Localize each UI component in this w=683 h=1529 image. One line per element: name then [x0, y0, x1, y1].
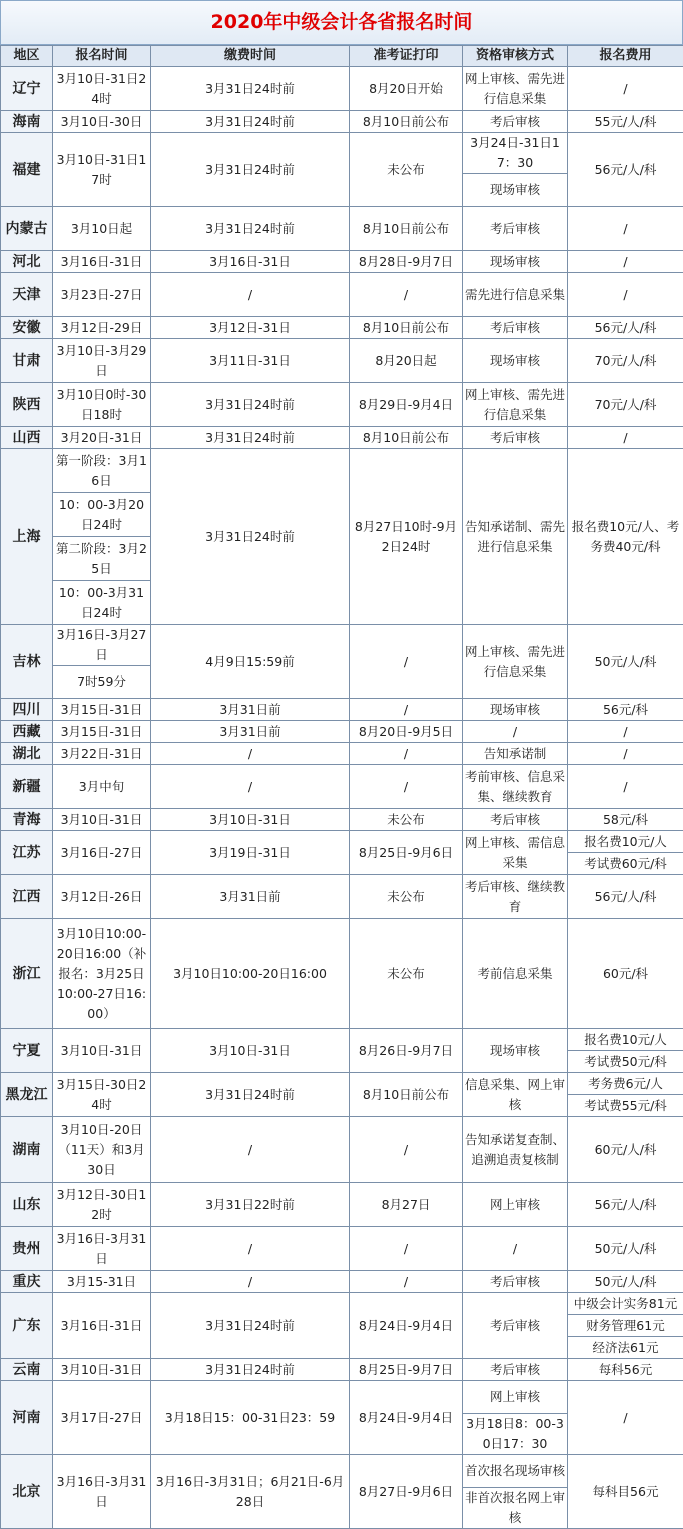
- cell-fee: 中级会计实务81元: [568, 1293, 683, 1315]
- cell-fee: 财务管理61元: [568, 1315, 683, 1337]
- cell-ticket: 8月29日-9月4日: [350, 383, 463, 427]
- cell-fee: 60元/人/科: [568, 1117, 683, 1183]
- table-row: [1, 1117, 683, 1183]
- table-row: [1, 1227, 683, 1271]
- cell-review: 考前审核、信息采集、继续教育: [463, 765, 568, 809]
- table-row: [1, 1293, 683, 1315]
- cell-region: 海南: [1, 111, 53, 133]
- cell-register: 3月16日-3月31日: [53, 1227, 151, 1271]
- registration-table: [0, 45, 683, 1529]
- cell-register: 3月22日-31日: [53, 743, 151, 765]
- cell-review: 告知承诺复查制、追溯追责复核制: [463, 1117, 568, 1183]
- cell-register: 3月10日-31日: [53, 809, 151, 831]
- cell-region: 四川: [1, 699, 53, 721]
- cell-review: 告知承诺制: [463, 743, 568, 765]
- cell-region: 北京: [1, 1455, 53, 1529]
- cell-fee: 50元/人/科: [568, 625, 683, 699]
- cell-payment: /: [151, 1117, 350, 1183]
- cell-region: 吉林: [1, 625, 53, 699]
- cell-ticket: 8月10日前公布: [350, 317, 463, 339]
- cell-register: 3月10日-3月29日: [53, 339, 151, 383]
- cell-review: /: [463, 1227, 568, 1271]
- cell-review: 需先进行信息采集: [463, 273, 568, 317]
- cell-payment: 3月16日-3月31日；6月21日-6月28日: [151, 1455, 350, 1529]
- cell-region: 江苏: [1, 831, 53, 875]
- cell-ticket: /: [350, 1117, 463, 1183]
- cell-fee: 报名费10元/人、考务费40元/科: [568, 449, 683, 625]
- cell-review: 网上审核: [463, 1381, 568, 1414]
- table-row: [1, 133, 683, 174]
- table-row: [1, 831, 683, 853]
- cell-ticket: 8月28日-9月7日: [350, 251, 463, 273]
- cell-review: 现场审核: [463, 339, 568, 383]
- cell-region: 重庆: [1, 1271, 53, 1293]
- cell-fee: 考务费6元/人: [568, 1073, 683, 1095]
- cell-region: 天津: [1, 273, 53, 317]
- cell-fee: /: [568, 273, 683, 317]
- cell-register: 3月10日10:00-20日16:00（补报名：3月25日10:00-27日16:00）: [53, 919, 151, 1029]
- cell-payment: 3月19日-31日: [151, 831, 350, 875]
- cell-fee: 55元/人/科: [568, 111, 683, 133]
- cell-payment: 3月31日前: [151, 699, 350, 721]
- table-row: [1, 273, 683, 317]
- cell-payment: 3月31日24时前: [151, 383, 350, 427]
- table-row: [1, 67, 683, 111]
- cell-fee: 70元/人/科: [568, 383, 683, 427]
- cell-payment: 3月12日-31日: [151, 317, 350, 339]
- cell-fee: 50元/人/科: [568, 1227, 683, 1271]
- cell-fee: 70元/人/科: [568, 339, 683, 383]
- table-row: [1, 449, 683, 493]
- cell-ticket: 8月20日开始: [350, 67, 463, 111]
- cell-region: 西藏: [1, 721, 53, 743]
- cell-region: 河北: [1, 251, 53, 273]
- table-row: [1, 765, 683, 809]
- cell-register: 3月12日-26日: [53, 875, 151, 919]
- table-row: [1, 339, 683, 383]
- cell-register: 3月10日-31日: [53, 1359, 151, 1381]
- cell-review: 信息采集、网上审核: [463, 1073, 568, 1117]
- header-review: 资格审核方式: [463, 46, 568, 67]
- cell-fee: /: [568, 765, 683, 809]
- cell-fee: 考试费55元/科: [568, 1095, 683, 1117]
- table-row: [1, 809, 683, 831]
- cell-register: 3月10日-20日（11天）和3月30日: [53, 1117, 151, 1183]
- cell-region: 河南: [1, 1381, 53, 1455]
- table-row: [1, 625, 683, 666]
- cell-review: 3月18日8：00-30日17：30: [463, 1414, 568, 1455]
- cell-register: 3月15-31日: [53, 1271, 151, 1293]
- cell-ticket: 未公布: [350, 919, 463, 1029]
- cell-region: 辽宁: [1, 67, 53, 111]
- table-row: [1, 1359, 683, 1381]
- cell-register: 3月16日-3月31日: [53, 1455, 151, 1529]
- cell-fee: 考试费50元/科: [568, 1051, 683, 1073]
- cell-review: 考前信息采集: [463, 919, 568, 1029]
- cell-register: 3月15日-30日24时: [53, 1073, 151, 1117]
- cell-fee: 经济法61元: [568, 1337, 683, 1359]
- cell-register: 10：00-3月20日24时: [53, 493, 151, 537]
- table-row: [1, 1455, 683, 1488]
- table-row: [1, 699, 683, 721]
- cell-review: /: [463, 721, 568, 743]
- table-row: [1, 427, 683, 449]
- table-row: [1, 1381, 683, 1414]
- cell-payment: 3月31日24时前: [151, 67, 350, 111]
- cell-register: 3月中旬: [53, 765, 151, 809]
- cell-payment: 3月16日-31日: [151, 251, 350, 273]
- cell-register: 3月12日-30日12时: [53, 1183, 151, 1227]
- cell-ticket: /: [350, 1227, 463, 1271]
- cell-register: 10：00-3月31日24时: [53, 581, 151, 625]
- cell-ticket: 8月25日-9月6日: [350, 831, 463, 875]
- cell-ticket: /: [350, 1271, 463, 1293]
- cell-ticket: 8月27日10时-9月2日24时: [350, 449, 463, 625]
- cell-payment: /: [151, 1271, 350, 1293]
- header-payment: 缴费时间: [151, 46, 350, 67]
- cell-register: 3月17日-27日: [53, 1381, 151, 1455]
- cell-region: 山东: [1, 1183, 53, 1227]
- cell-register: 3月10日0时-30日18时: [53, 383, 151, 427]
- cell-register: 第一阶段：3月16日: [53, 449, 151, 493]
- cell-fee: 56元/人/科: [568, 317, 683, 339]
- cell-register: 3月10日-31日: [53, 1029, 151, 1073]
- cell-fee: /: [568, 67, 683, 111]
- cell-register: 3月16日-31日: [53, 251, 151, 273]
- table-row: [1, 1183, 683, 1227]
- cell-fee: 56元/科: [568, 699, 683, 721]
- table-row: [1, 743, 683, 765]
- cell-fee: 每科56元: [568, 1359, 683, 1381]
- cell-ticket: 8月27日-9月6日: [350, 1455, 463, 1529]
- header-fee: 报名费用: [568, 46, 683, 67]
- cell-review: 考后审核、继续教育: [463, 875, 568, 919]
- cell-review: 网上审核、需先进行信息采集: [463, 625, 568, 699]
- cell-register: 3月15日-31日: [53, 721, 151, 743]
- cell-payment: 3月11日-31日: [151, 339, 350, 383]
- cell-ticket: 8月20日起: [350, 339, 463, 383]
- table-row: [1, 1271, 683, 1293]
- cell-register: 3月10日-31日17时: [53, 133, 151, 207]
- cell-ticket: 未公布: [350, 133, 463, 207]
- cell-review: 考后审核: [463, 1359, 568, 1381]
- cell-ticket: 8月26日-9月7日: [350, 1029, 463, 1073]
- cell-fee: /: [568, 1381, 683, 1455]
- cell-region: 新疆: [1, 765, 53, 809]
- cell-ticket: /: [350, 743, 463, 765]
- cell-payment: /: [151, 273, 350, 317]
- cell-review: 告知承诺制、需先进行信息采集: [463, 449, 568, 625]
- cell-payment: 3月10日10:00-20日16:00: [151, 919, 350, 1029]
- cell-register: 3月10日起: [53, 207, 151, 251]
- cell-payment: 3月18日15：00-31日23：59: [151, 1381, 350, 1455]
- cell-register: 3月10日-31日24时: [53, 67, 151, 111]
- cell-region: 上海: [1, 449, 53, 625]
- cell-payment: 3月31日24时前: [151, 207, 350, 251]
- table-row: [1, 111, 683, 133]
- cell-register: 第二阶段：3月25日: [53, 537, 151, 581]
- cell-review: 非首次报名网上审核: [463, 1488, 568, 1529]
- cell-region: 黑龙江: [1, 1073, 53, 1117]
- cell-review: 网上审核: [463, 1183, 568, 1227]
- header-row: [1, 46, 683, 67]
- cell-review: 考后审核: [463, 207, 568, 251]
- cell-ticket: 8月27日: [350, 1183, 463, 1227]
- table-row: [1, 317, 683, 339]
- cell-register: 3月10日-30日: [53, 111, 151, 133]
- table-row: [1, 1029, 683, 1051]
- page-title: 2020年中级会计各省报名时间: [0, 0, 683, 45]
- cell-register: 3月16日-3月27日: [53, 625, 151, 666]
- cell-payment: 3月31日22时前: [151, 1183, 350, 1227]
- cell-review: 考后审核: [463, 427, 568, 449]
- cell-fee: /: [568, 721, 683, 743]
- table-row: [1, 207, 683, 251]
- cell-region: 贵州: [1, 1227, 53, 1271]
- cell-fee: /: [568, 427, 683, 449]
- cell-register: 7时59分: [53, 666, 151, 699]
- cell-ticket: 8月25日-9月7日: [350, 1359, 463, 1381]
- table-row: [1, 721, 683, 743]
- cell-review: 考后审核: [463, 1271, 568, 1293]
- cell-ticket: 8月10日前公布: [350, 111, 463, 133]
- cell-payment: /: [151, 743, 350, 765]
- cell-payment: /: [151, 1227, 350, 1271]
- cell-payment: 3月31日24时前: [151, 1293, 350, 1359]
- cell-fee: 56元/人/科: [568, 875, 683, 919]
- cell-payment: 3月31日24时前: [151, 1359, 350, 1381]
- cell-payment: 3月31日前: [151, 721, 350, 743]
- cell-region: 广东: [1, 1293, 53, 1359]
- cell-region: 青海: [1, 809, 53, 831]
- table-row: [1, 875, 683, 919]
- cell-payment: 3月10日-31日: [151, 1029, 350, 1073]
- cell-ticket: /: [350, 765, 463, 809]
- cell-region: 内蒙古: [1, 207, 53, 251]
- cell-payment: 3月31日24时前: [151, 111, 350, 133]
- cell-review: 现场审核: [463, 174, 568, 207]
- cell-region: 宁夏: [1, 1029, 53, 1073]
- cell-review: 现场审核: [463, 1029, 568, 1073]
- cell-review: 网上审核、需先进行信息采集: [463, 383, 568, 427]
- cell-payment: 3月31日24时前: [151, 133, 350, 207]
- cell-ticket: 未公布: [350, 875, 463, 919]
- cell-fee: /: [568, 207, 683, 251]
- cell-region: 陕西: [1, 383, 53, 427]
- cell-ticket: 8月24日-9月4日: [350, 1381, 463, 1455]
- table-row: [1, 383, 683, 427]
- cell-ticket: 8月20日-9月5日: [350, 721, 463, 743]
- cell-register: 3月20日-31日: [53, 427, 151, 449]
- cell-review: 首次报名现场审核: [463, 1455, 568, 1488]
- cell-review: 现场审核: [463, 251, 568, 273]
- cell-review: 考后审核: [463, 317, 568, 339]
- cell-register: 3月23日-27日: [53, 273, 151, 317]
- table-row: [1, 919, 683, 1029]
- cell-review: 3月24日-31日17：30: [463, 133, 568, 174]
- table-row: [1, 251, 683, 273]
- cell-payment: 4月9日15:59前: [151, 625, 350, 699]
- cell-region: 湖北: [1, 743, 53, 765]
- cell-ticket: /: [350, 273, 463, 317]
- cell-region: 甘肃: [1, 339, 53, 383]
- cell-payment: 3月31日24时前: [151, 449, 350, 625]
- cell-review: 考后审核: [463, 1293, 568, 1359]
- cell-review: 考后审核: [463, 809, 568, 831]
- cell-fee: 56元/人/科: [568, 1183, 683, 1227]
- cell-register: 3月12日-29日: [53, 317, 151, 339]
- cell-register: 3月16日-31日: [53, 1293, 151, 1359]
- cell-payment: 3月10日-31日: [151, 809, 350, 831]
- cell-review: 现场审核: [463, 699, 568, 721]
- cell-fee: 50元/人/科: [568, 1271, 683, 1293]
- cell-fee: 58元/科: [568, 809, 683, 831]
- cell-fee: 报名费10元/人: [568, 831, 683, 853]
- cell-ticket: 8月24日-9月4日: [350, 1293, 463, 1359]
- cell-region: 江西: [1, 875, 53, 919]
- cell-ticket: /: [350, 699, 463, 721]
- cell-review: 网上审核、需先进行信息采集: [463, 67, 568, 111]
- cell-register: 3月15日-31日: [53, 699, 151, 721]
- cell-payment: 3月31日24时前: [151, 1073, 350, 1117]
- cell-fee: /: [568, 743, 683, 765]
- cell-fee: 56元/人/科: [568, 133, 683, 207]
- cell-region: 云南: [1, 1359, 53, 1381]
- header-register: 报名时间: [53, 46, 151, 67]
- cell-ticket: 未公布: [350, 809, 463, 831]
- cell-ticket: 8月10日前公布: [350, 427, 463, 449]
- cell-payment: 3月31日24时前: [151, 427, 350, 449]
- cell-fee: 每科目56元: [568, 1455, 683, 1529]
- cell-fee: 60元/科: [568, 919, 683, 1029]
- header-ticket: 准考证打印: [350, 46, 463, 67]
- cell-region: 湖南: [1, 1117, 53, 1183]
- cell-region: 安徽: [1, 317, 53, 339]
- cell-ticket: /: [350, 625, 463, 699]
- cell-register: 3月16日-27日: [53, 831, 151, 875]
- table-row: [1, 1073, 683, 1095]
- cell-payment: 3月31日前: [151, 875, 350, 919]
- header-region: 地区: [1, 46, 53, 67]
- cell-payment: /: [151, 765, 350, 809]
- cell-review: 网上审核、需信息采集: [463, 831, 568, 875]
- cell-fee: 考试费60元/科: [568, 853, 683, 875]
- cell-review: 考后审核: [463, 111, 568, 133]
- cell-region: 浙江: [1, 919, 53, 1029]
- cell-ticket: 8月10日前公布: [350, 1073, 463, 1117]
- cell-region: 福建: [1, 133, 53, 207]
- cell-fee: 报名费10元/人: [568, 1029, 683, 1051]
- cell-fee: /: [568, 251, 683, 273]
- cell-region: 山西: [1, 427, 53, 449]
- cell-ticket: 8月10日前公布: [350, 207, 463, 251]
